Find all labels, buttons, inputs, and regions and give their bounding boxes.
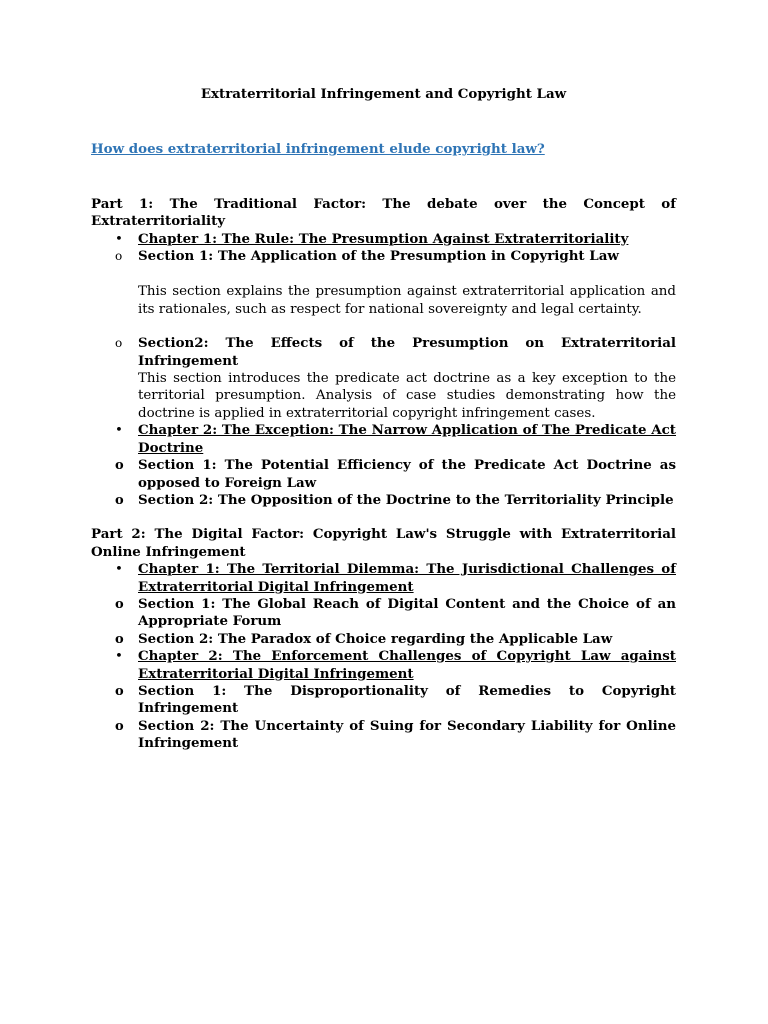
bold-bullet-icon: o [115, 683, 124, 699]
section-description: This section introduces the predicate act doctrine as a key exception to the territorial presumption. Analysis of case studies demonstrating how the doctrine is applied in extraterritorial copyright infringement cases. [138, 371, 676, 421]
bold-bullet-icon: o [115, 596, 124, 612]
bold-bullet-icon: o [115, 631, 124, 647]
section-title: Section 2: The Uncertainty of Suing for Secondary Liability for Online Infringement [138, 717, 676, 752]
section-item [115, 457, 676, 492]
part-1-chapter-1 [91, 231, 676, 423]
section-item [115, 335, 676, 422]
section-list [115, 457, 676, 509]
chapter-title: Chapter 1: The Rule: The Presumption Against Extraterritoriality [138, 230, 629, 247]
chapter-title: Chapter 1: The Territorial Dilemma: The Jurisdictional Challenges of Extraterritorial Digital Infringement [138, 561, 676, 595]
document-body [91, 86, 676, 753]
research-question: How does extraterritorial infringement elude copyright law? [91, 141, 545, 158]
section-list [115, 682, 676, 753]
hollow-bullet-icon: o [115, 336, 123, 351]
section-title: Section 1: The Disproportionality of Remedies to Copyright Infringement [138, 682, 676, 717]
part-1-chapter-list [91, 231, 676, 510]
bullet-icon: • [115, 562, 123, 578]
bold-bullet-icon: o [115, 458, 124, 474]
section-title: Section2: The Effects of the Presumption on Extraterritorial Infringement [138, 335, 676, 369]
section-title: Section 2: The Opposition of the Doctrine to the Territoriality Principle [138, 491, 674, 508]
section-list [115, 248, 676, 422]
section-item [115, 717, 676, 753]
part-1-chapter-2 [91, 422, 676, 509]
section-title: Section 1: The Application of the Presumption in Copyright Law [138, 248, 619, 265]
hollow-bullet-icon: o [115, 249, 123, 264]
bullet-icon: • [115, 231, 123, 247]
part-2-chapter-1 [91, 561, 676, 648]
bold-bullet-icon: o [115, 718, 124, 734]
document-title: Extraterritorial Infringement and Copyright Law [200, 86, 567, 102]
section-item [115, 248, 676, 318]
part-1-title: Part 1: The Traditional Factor: The debate over the Concept of Extraterritoriality [91, 195, 676, 230]
part-2-chapter-2 [91, 648, 676, 752]
section-title: Section 1: The Global Reach of Digital Content and the Choice of an Appropriate Forum [138, 595, 676, 630]
chapter-title: Chapter 2: The Enforcement Challenges of Copyright Law against Extraterritorial Digital Infringement [138, 648, 676, 682]
bold-bullet-icon: o [115, 492, 124, 508]
section-item [115, 491, 676, 509]
section-list [115, 595, 676, 648]
chapter-title: Chapter 2: The Exception: The Narrow Application of The Predicate Act Doctrine [138, 422, 676, 456]
section-description: This section explains the presumption against extraterritorial application and its rationales, such as respect for national sovereignty and legal certainty. [138, 284, 676, 317]
section-title: Section 2: The Paradox of Choice regarding the Applicable Law [138, 630, 613, 647]
part-2-title: Part 2: The Digital Factor: Copyright Law's Struggle with Extraterritorial Online Infringement [91, 526, 676, 560]
section-item [115, 595, 676, 631]
section-item [115, 682, 676, 718]
bullet-icon: • [115, 423, 123, 439]
section-title: Section 1: The Potential Efficiency of the Predicate Act Doctrine as opposed to Foreign Law [138, 457, 676, 491]
bullet-icon: • [115, 649, 123, 665]
section-item [115, 630, 676, 648]
part-2-chapter-list [91, 561, 676, 752]
